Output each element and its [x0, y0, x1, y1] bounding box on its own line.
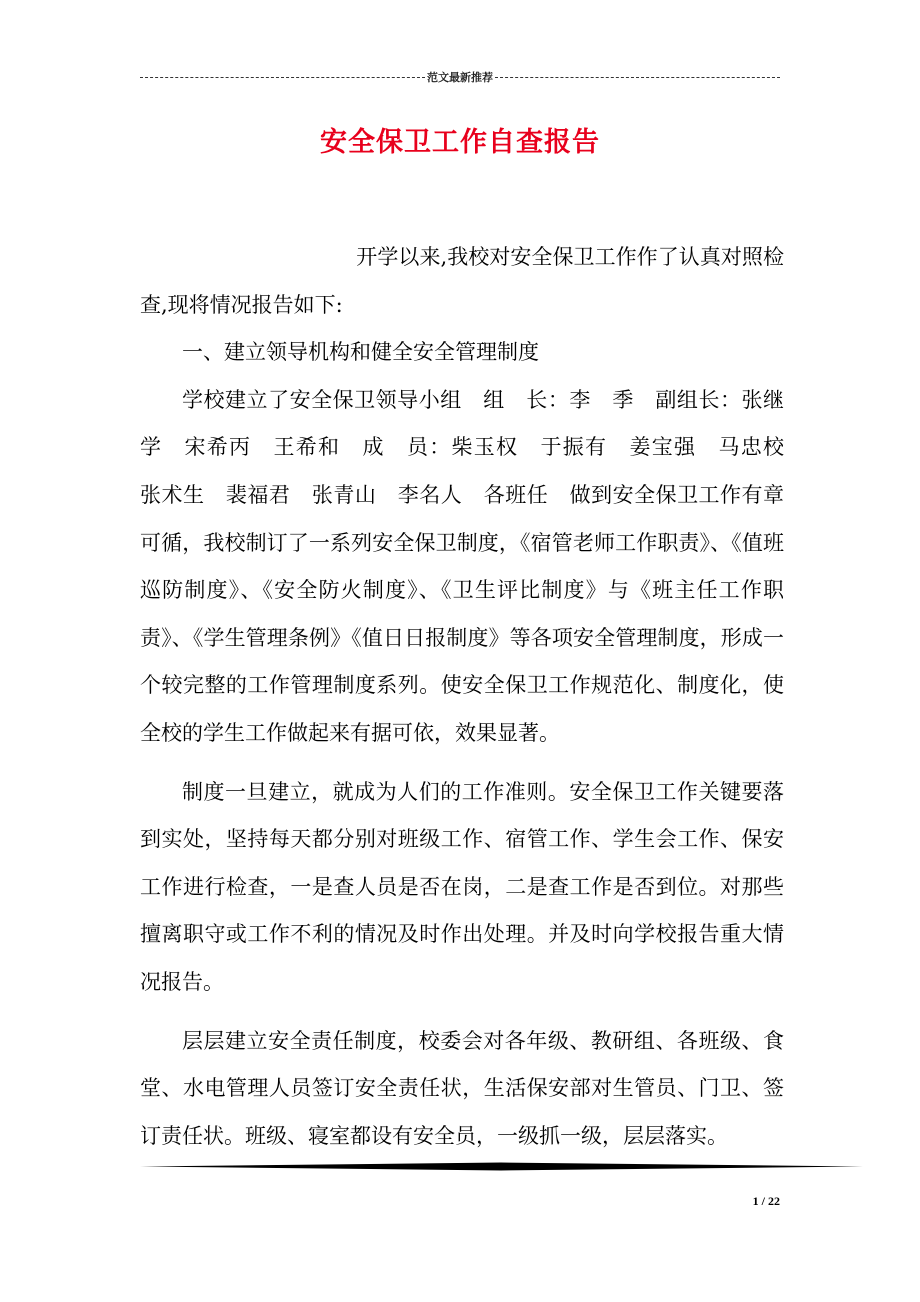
header-dash-right: [495, 77, 780, 78]
document-body: [140, 234, 805, 1160]
footer-rule: [140, 1162, 863, 1171]
page-number: 1 / 22: [752, 1194, 780, 1208]
header-label: 范文最新推荐: [427, 71, 493, 84]
paragraph-implementation: 制度一旦建立，就成为人们的工作准则。安全保卫工作关键要落到实处，坚持每天都分别对班级工作、宿管工作、学生会工作、保安工作进行检查，一是查人员是否在岗，二是查工作是否到位。对那些擅离职守或工作不利的情况及时作出处理。并及时向学校报告重大情况报告。: [140, 779, 784, 994]
document-title: 安全保卫工作自查报告: [320, 127, 600, 158]
paragraph-opening: 开学以来,我校对安全保卫工作作了认真对照检查,现将情况报告如下:: [140, 245, 784, 317]
header-dash-left: [140, 77, 425, 78]
paragraph-responsibility: 层层建立安全责任制度，校委会对各年级、教研组、各班级、食堂、水电管理人员签订安全责任状，生活保安部对生管员、门卫、签订责任状。班级、寝室都设有安全员，一级抓一级，层层落实。: [140, 1028, 784, 1148]
section-heading: 一、建立领导机构和健全安全管理制度: [182, 340, 539, 365]
page-header: [140, 68, 780, 86]
paragraph-leadership: 学校建立了安全保卫领导小组 组 长：李 季 副组长：张继学 宋希丙 王希和 成 员：柴玉权 于振有 姜宝强 马忠校 张术生 裴福君 张青山 李名人 各班任 做到安全保卫工作有章可循，我校制订了一系列安全保卫制度，《宿管老师工作职责》、《值班巡防制度》、《安全防火制度》、《卫生评比制度》与《班主任工作职责》、《学生管理条例》《值日日报制度》等各项安全管理制度，形成一个较完整的工作管理制度系列。使安全保卫工作规范化、制度化，使全校的学生工作做起来有据可依，效果显著。: [140, 387, 805, 745]
